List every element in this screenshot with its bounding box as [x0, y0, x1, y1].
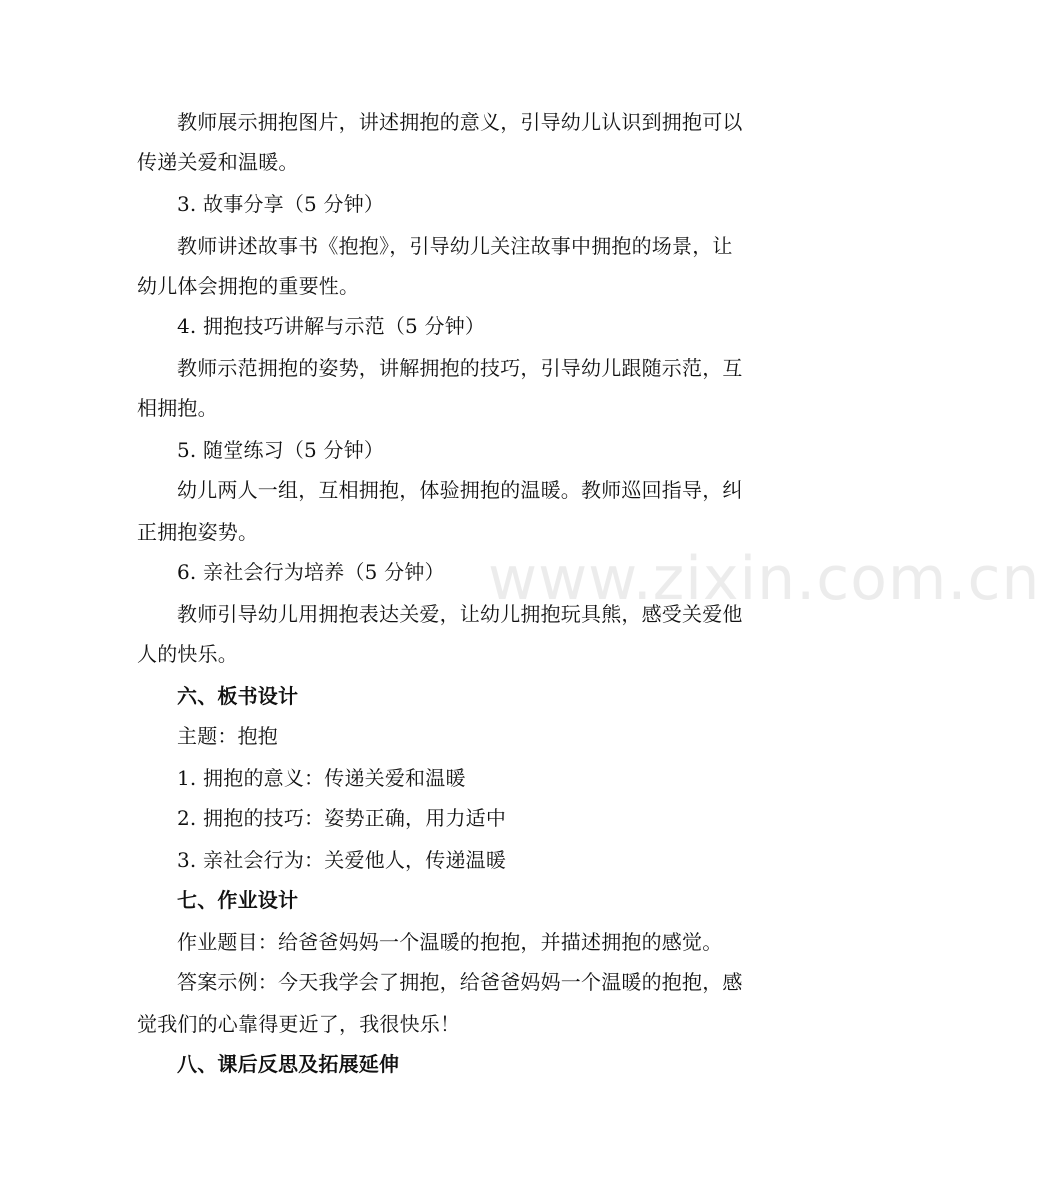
paragraph-line: 人的快乐。 [137, 642, 238, 666]
paragraph-line: 相拥抱。 [137, 396, 218, 420]
paragraph-line: 传递关爱和温暖。 [137, 150, 299, 174]
numbered-item: 2. 拥抱的技巧：姿势正确，用力适中 [177, 806, 507, 830]
section-heading: 七、作业设计 [177, 888, 299, 912]
paragraph-line: 觉我们的心靠得更近了，我很快乐！ [137, 1012, 461, 1036]
section-heading: 六、板书设计 [177, 684, 299, 708]
section-heading: 八、课后反思及拓展延伸 [177, 1052, 400, 1076]
numbered-item: 6. 亲社会行为培养（5 分钟） [177, 560, 445, 584]
numbered-item: 1. 拥抱的意义：传递关爱和温暖 [177, 766, 466, 790]
paragraph-line: 答案示例：今天我学会了拥抱，给爸爸妈妈一个温暖的抱抱，感 [177, 970, 743, 994]
watermark: www.zixin.com.cn [488, 544, 1040, 614]
numbered-item: 3. 故事分享（5 分钟） [177, 192, 385, 216]
paragraph-line: 教师讲述故事书《抱抱》，引导幼儿关注故事中拥抱的场景，让 [177, 234, 733, 258]
paragraph-line: 教师引导幼儿用拥抱表达关爱，让幼儿拥抱玩具熊，感受关爱他 [177, 602, 743, 626]
paragraph-line: 幼儿体会拥抱的重要性。 [137, 274, 360, 298]
paragraph-line: 教师示范拥抱的姿势，讲解拥抱的技巧，引导幼儿跟随示范，互 [177, 356, 743, 380]
paragraph-line: 教师展示拥抱图片，讲述拥抱的意义，引导幼儿认识到拥抱可以 [177, 110, 743, 134]
paragraph-line: 幼儿两人一组，互相拥抱，体验拥抱的温暖。教师巡回指导，纠 [177, 478, 743, 502]
paragraph-line: 作业题目：给爸爸妈妈一个温暖的抱抱，并描述拥抱的感觉。 [177, 930, 723, 954]
numbered-item: 4. 拥抱技巧讲解与示范（5 分钟） [177, 314, 486, 338]
paragraph-line: 正拥抱姿势。 [137, 520, 259, 544]
numbered-item: 5. 随堂练习（5 分钟） [177, 438, 385, 462]
numbered-item: 3. 亲社会行为：关爱他人，传递温暖 [177, 848, 507, 872]
paragraph-line: 主题：抱抱 [177, 724, 278, 748]
